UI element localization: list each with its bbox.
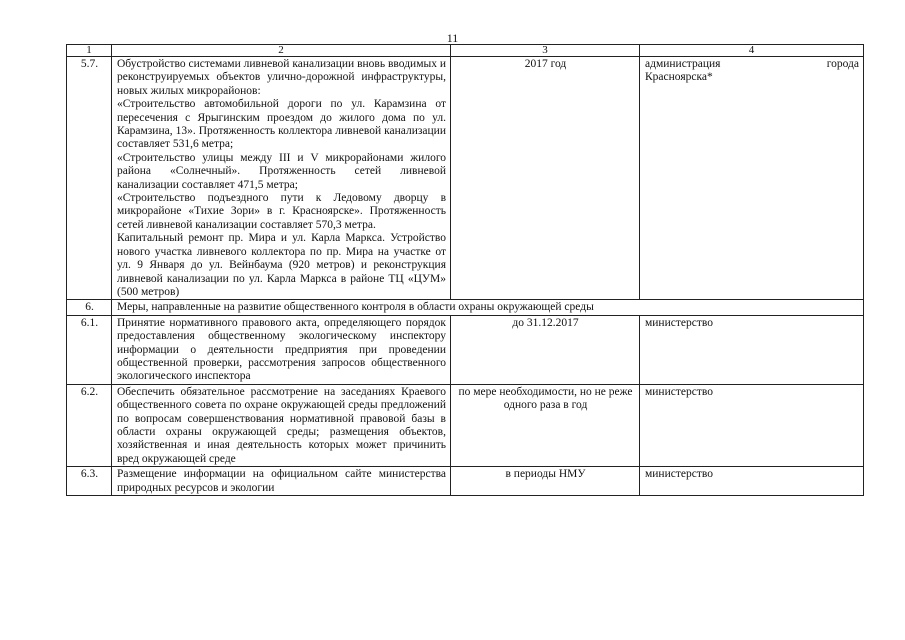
row-description: Принятие нормативного правового акта, определяющего порядок предоставления общественному экологическому инспектору информации о деятельности предприятия при проведении общественной проверки, рассмотрения запросов общественного экологического инспектора [112, 315, 451, 384]
row-description: Обеспечить обязательное рассмотрение на заседаниях Краевого общественного совета по охране окружающей среды предложений по вопросам совершенствования нормативной правовой базы в области охраны окружающей среды; размещения объектов, хозяйственная и иная деятельность которых может причинить вред окружающей среде [112, 384, 451, 466]
table-row [67, 467, 864, 496]
header-col-1: 1 [67, 45, 112, 57]
table-row [67, 300, 864, 315]
row-executor: министерство [640, 384, 864, 466]
header-col-3: 3 [451, 45, 640, 57]
row-number: 5.7. [67, 57, 112, 300]
row-description [112, 57, 451, 300]
row-number: 6. [67, 300, 112, 315]
row-number: 6.3. [67, 467, 112, 496]
row-executor [640, 57, 864, 300]
row-number: 6.2. [67, 384, 112, 466]
executor-word: администрация [645, 58, 721, 70]
page-number: 11 [446, 31, 459, 45]
row-term: по мере необходимости, но не реже одного раза в год [451, 384, 640, 466]
header-col-4: 4 [640, 45, 864, 57]
header-col-2: 2 [112, 45, 451, 57]
row-term: до 31.12.2017 [451, 315, 640, 384]
section-title: Меры, направленные на развитие общественного контроля в области охраны окружающей среды [112, 300, 864, 315]
table-row [67, 315, 864, 384]
description-paragraph: «Строительство улицы между III и V микрорайонами жилого района «Солнечный». Протяженность сетей ливневой канализации составляет 471,5 метра; [117, 151, 446, 191]
row-term: в периоды НМУ [451, 467, 640, 496]
row-executor: министерство [640, 315, 864, 384]
executor-word: города [826, 58, 859, 70]
table-header-row [67, 45, 864, 57]
description-paragraph: «Строительство подъездного пути к Ледовому дворцу в микрорайоне «Тихие Зори» в г. Красноярске». Протяженность сетей ливневой канализации составляет 570,3 метра. [117, 192, 446, 231]
description-paragraph: Обустройство системами ливневой канализации вновь вводимых и реконструируемых объектов улично-дорожной инфраструктуры, новых жилых микрорайонов: [117, 58, 446, 97]
row-number: 6.1. [67, 315, 112, 384]
executor-word: Красноярска* [645, 71, 713, 84]
table-row [67, 57, 864, 300]
row-executor: министерство [640, 467, 864, 496]
description-paragraph: Капитальный ремонт пр. Мира и ул. Карла Маркса. Устройство нового участка ливневого коллектора по пр. Мира на участке от ул. 9 Января до ул. Вейнбаума (920 метров) и реконструкция ливневой канализации по ул. Карла Маркса в районе ТЦ «ЦУМ» (500 метров) [117, 232, 446, 298]
measures-table [66, 44, 864, 496]
table-row [67, 384, 864, 466]
description-paragraph: «Строительство автомобильной дороги по ул. Карамзина от пересечения с Ярыгинским проездом до жилого дома по ул. Карамзина, 13». Протяженность коллектора ливневой канализации составляет 531,6 метра; [117, 98, 446, 151]
row-term: 2017 год [451, 57, 640, 300]
row-description: Размещение информации на официальном сайте министерства природных ресурсов и экологии [112, 467, 451, 496]
